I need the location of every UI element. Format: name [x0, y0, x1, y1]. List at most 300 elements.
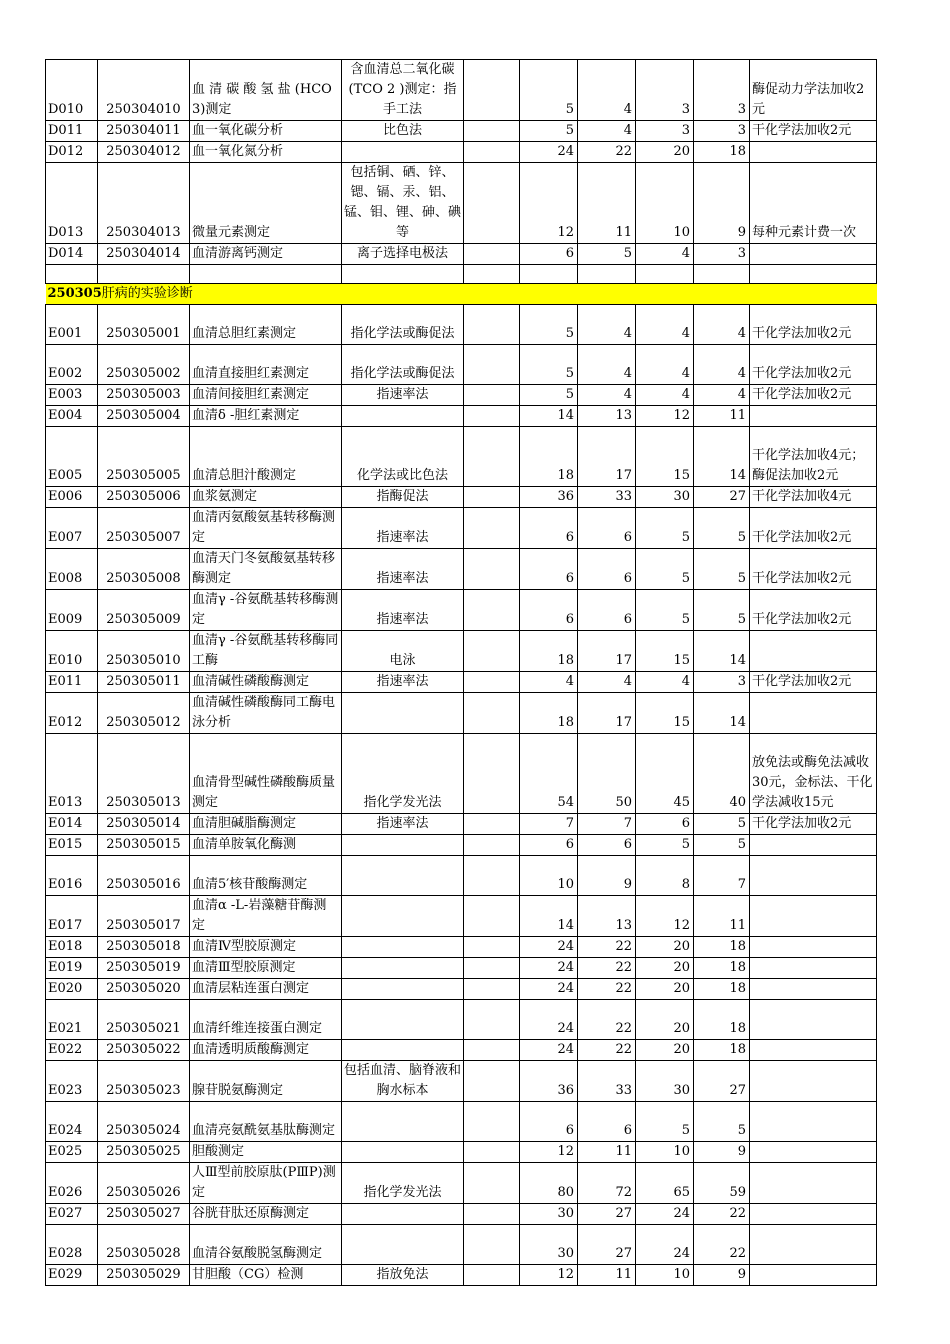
item-note [750, 1000, 877, 1040]
row-id: E001 [46, 305, 98, 345]
item-name: 血清透明质酸酶测定 [190, 1040, 342, 1061]
empty-cell [464, 265, 520, 284]
row-id: E012 [46, 693, 98, 734]
price-tier-3: 4 [636, 385, 694, 406]
item-code: 250305024 [98, 1102, 190, 1142]
table-row [46, 406, 877, 427]
price-tier-1: 18 [520, 631, 578, 672]
item-name: 血清Ⅲ型胶原测定 [190, 958, 342, 979]
blank-row [46, 265, 877, 284]
item-code: 250305014 [98, 814, 190, 835]
row-id: D012 [46, 142, 98, 163]
row-id: E006 [46, 487, 98, 508]
row-id: E011 [46, 672, 98, 693]
price-tier-4: 18 [694, 1040, 750, 1061]
price-tier-4: 5 [694, 549, 750, 590]
table-row [46, 1102, 877, 1142]
price-tier-1: 6 [520, 1102, 578, 1142]
empty-cell [464, 937, 520, 958]
price-tier-3: 5 [636, 835, 694, 856]
row-id: E010 [46, 631, 98, 672]
price-tier-2: 4 [578, 345, 636, 385]
item-note: 干化学法加收2元 [750, 508, 877, 549]
price-tier-1: 80 [520, 1163, 578, 1204]
item-name: 谷胱苷肽还原酶测定 [190, 1204, 342, 1225]
price-tier-2: 6 [578, 590, 636, 631]
table-row [46, 1204, 877, 1225]
empty-cell [464, 1265, 520, 1286]
empty-cell [464, 60, 520, 121]
item-note [750, 1204, 877, 1225]
price-tier-3: 4 [636, 244, 694, 265]
price-tier-1: 6 [520, 835, 578, 856]
item-code: 250305018 [98, 937, 190, 958]
price-tier-2: 22 [578, 937, 636, 958]
item-code: 250305028 [98, 1225, 190, 1265]
item-note [750, 856, 877, 896]
table-row [46, 631, 877, 672]
price-tier-2: 17 [578, 427, 636, 487]
row-id: E015 [46, 835, 98, 856]
row-id: E028 [46, 1225, 98, 1265]
table-row [46, 672, 877, 693]
item-name: 血清间接胆红素测定 [190, 385, 342, 406]
item-code: 250305009 [98, 590, 190, 631]
item-name: 血清游离钙测定 [190, 244, 342, 265]
empty-cell [578, 265, 636, 284]
price-tier-2: 27 [578, 1204, 636, 1225]
price-tier-1: 4 [520, 672, 578, 693]
empty-cell [694, 265, 750, 284]
row-id: E021 [46, 1000, 98, 1040]
item-method: 含血清总二氧化碳(TCO 2 )测定：指手工法 [342, 60, 464, 121]
price-tier-3: 5 [636, 508, 694, 549]
item-method: 指化学发光法 [342, 734, 464, 814]
item-code: 250305005 [98, 427, 190, 487]
item-code: 250305021 [98, 1000, 190, 1040]
empty-cell [464, 142, 520, 163]
item-code: 250304014 [98, 244, 190, 265]
item-note: 干化学法加收2元 [750, 672, 877, 693]
table-row [46, 427, 877, 487]
price-tier-3: 10 [636, 163, 694, 244]
empty-cell [464, 163, 520, 244]
empty-cell [464, 385, 520, 406]
price-tier-2: 13 [578, 406, 636, 427]
row-id: E019 [46, 958, 98, 979]
price-tier-1: 6 [520, 244, 578, 265]
row-id: E003 [46, 385, 98, 406]
empty-cell [464, 856, 520, 896]
item-code: 250304013 [98, 163, 190, 244]
row-id: D014 [46, 244, 98, 265]
item-code: 250305002 [98, 345, 190, 385]
item-name: 血清碱性磷酸酶同工酶电泳分析 [190, 693, 342, 734]
item-name: 血一氧化碳分析 [190, 121, 342, 142]
price-tier-2: 22 [578, 958, 636, 979]
item-code: 250305010 [98, 631, 190, 672]
price-tier-3: 30 [636, 1061, 694, 1102]
price-tier-4: 18 [694, 1000, 750, 1040]
table-row [46, 60, 877, 121]
price-tier-2: 6 [578, 549, 636, 590]
price-tier-3: 4 [636, 305, 694, 345]
price-tier-1: 18 [520, 693, 578, 734]
empty-cell [46, 265, 98, 284]
table-row [46, 1142, 877, 1163]
table-row [46, 958, 877, 979]
price-tier-4: 22 [694, 1225, 750, 1265]
price-tier-4: 3 [694, 60, 750, 121]
table-row [46, 508, 877, 549]
item-name: 血清层粘连蛋白测定 [190, 979, 342, 1000]
table-row [46, 937, 877, 958]
item-note: 每种元素计费一次 [750, 163, 877, 244]
section-header [46, 284, 877, 305]
item-code: 250305006 [98, 487, 190, 508]
item-method [342, 1000, 464, 1040]
empty-cell [464, 814, 520, 835]
item-code: 250305004 [98, 406, 190, 427]
price-tier-4: 9 [694, 1142, 750, 1163]
row-id: E004 [46, 406, 98, 427]
row-id: E018 [46, 937, 98, 958]
row-id: E016 [46, 856, 98, 896]
price-tier-3: 30 [636, 487, 694, 508]
item-method [342, 896, 464, 937]
price-tier-1: 14 [520, 896, 578, 937]
price-tier-2: 5 [578, 244, 636, 265]
item-name: 血清5′核苷酸酶测定 [190, 856, 342, 896]
price-tier-4: 9 [694, 1265, 750, 1286]
price-tier-4: 18 [694, 979, 750, 1000]
item-note [750, 958, 877, 979]
price-tier-4: 18 [694, 937, 750, 958]
price-tier-4: 18 [694, 958, 750, 979]
row-id: E005 [46, 427, 98, 487]
item-name: 血清纤维连接蛋白测定 [190, 1000, 342, 1040]
item-name: 血清单胺氧化酶测 [190, 835, 342, 856]
item-name: 血清碱性磷酸酶测定 [190, 672, 342, 693]
price-tier-1: 24 [520, 1040, 578, 1061]
price-tier-2: 72 [578, 1163, 636, 1204]
empty-cell [464, 1102, 520, 1142]
table-row [46, 1265, 877, 1286]
empty-cell [464, 1061, 520, 1102]
price-tier-4: 3 [694, 672, 750, 693]
empty-cell [464, 345, 520, 385]
table-row [46, 385, 877, 406]
row-id: D010 [46, 60, 98, 121]
price-tier-3: 6 [636, 814, 694, 835]
price-tier-2: 17 [578, 693, 636, 734]
item-name: 血 清 碳 酸 氢 盐 (HCO3)测定 [190, 60, 342, 121]
item-note: 干化学法加收4元 [750, 487, 877, 508]
price-table [45, 59, 877, 1286]
item-name: 血清δ -胆红素测定 [190, 406, 342, 427]
section-label: 肝病的实验诊断 [101, 286, 193, 301]
item-note: 放免法或酶免法减收30元，金标法、干化学法减收15元 [750, 734, 877, 814]
item-note: 干化学法加收2元 [750, 385, 877, 406]
empty-cell [464, 1163, 520, 1204]
table-row [46, 693, 877, 734]
item-name: 血清γ -谷氨酰基转移酶同工酶 [190, 631, 342, 672]
price-tier-1: 6 [520, 590, 578, 631]
empty-cell [464, 549, 520, 590]
empty-cell [464, 427, 520, 487]
empty-cell [464, 121, 520, 142]
empty-cell [464, 508, 520, 549]
price-tier-1: 10 [520, 856, 578, 896]
empty-cell [520, 265, 578, 284]
empty-cell [464, 693, 520, 734]
item-note [750, 142, 877, 163]
item-code: 250305026 [98, 1163, 190, 1204]
price-tier-1: 24 [520, 1000, 578, 1040]
table-row [46, 896, 877, 937]
section-title [46, 284, 877, 305]
price-tier-2: 6 [578, 1102, 636, 1142]
item-code: 250305012 [98, 693, 190, 734]
price-tier-3: 4 [636, 672, 694, 693]
price-tier-3: 20 [636, 1040, 694, 1061]
item-method [342, 835, 464, 856]
price-tier-3: 12 [636, 896, 694, 937]
price-tier-4: 3 [694, 121, 750, 142]
price-tier-4: 27 [694, 1061, 750, 1102]
item-code: 250305016 [98, 856, 190, 896]
price-tier-1: 5 [520, 121, 578, 142]
empty-cell [464, 305, 520, 345]
price-tier-3: 45 [636, 734, 694, 814]
item-name: 血清丙氨酸氨基转移酶测定 [190, 508, 342, 549]
row-id: E002 [46, 345, 98, 385]
item-note: 干化学法加收2元 [750, 590, 877, 631]
price-tier-4: 27 [694, 487, 750, 508]
price-tier-3: 8 [636, 856, 694, 896]
row-id: E027 [46, 1204, 98, 1225]
item-note [750, 631, 877, 672]
item-name: 血清总胆汁酸测定 [190, 427, 342, 487]
price-tier-3: 15 [636, 631, 694, 672]
item-method: 指速率法 [342, 549, 464, 590]
price-tier-2: 11 [578, 163, 636, 244]
item-note: 干化学法加收2元 [750, 814, 877, 835]
item-name: 血清谷氨酸脱氢酶测定 [190, 1225, 342, 1265]
item-note [750, 1163, 877, 1204]
item-name: 血清γ -谷氨酰基转移酶测定 [190, 590, 342, 631]
item-name: 甘胆酸（CG）检测 [190, 1265, 342, 1286]
item-note [750, 1040, 877, 1061]
table-row [46, 345, 877, 385]
price-tier-3: 3 [636, 60, 694, 121]
price-tier-3: 15 [636, 427, 694, 487]
row-id: D013 [46, 163, 98, 244]
price-tier-4: 4 [694, 385, 750, 406]
item-note: 干化学法加收2元 [750, 305, 877, 345]
price-tier-2: 27 [578, 1225, 636, 1265]
item-code: 250305020 [98, 979, 190, 1000]
price-tier-3: 20 [636, 1000, 694, 1040]
row-id: E007 [46, 508, 98, 549]
price-tier-3: 5 [636, 549, 694, 590]
item-note [750, 896, 877, 937]
item-name: 血清天门冬氨酸氨基转移酶测定 [190, 549, 342, 590]
row-id: E008 [46, 549, 98, 590]
price-tier-1: 24 [520, 979, 578, 1000]
empty-cell [464, 1225, 520, 1265]
empty-cell [464, 487, 520, 508]
item-name: 血清胆碱脂酶测定 [190, 814, 342, 835]
item-note [750, 1225, 877, 1265]
item-method [342, 937, 464, 958]
price-tier-1: 5 [520, 385, 578, 406]
price-tier-1: 12 [520, 1142, 578, 1163]
price-tier-3: 24 [636, 1225, 694, 1265]
price-tier-1: 24 [520, 142, 578, 163]
empty-cell [464, 835, 520, 856]
item-method: 指速率法 [342, 385, 464, 406]
empty-cell [464, 590, 520, 631]
price-tier-1: 12 [520, 1265, 578, 1286]
row-id: E009 [46, 590, 98, 631]
row-id: E017 [46, 896, 98, 937]
item-name: 腺苷脱氨酶测定 [190, 1061, 342, 1102]
price-tier-2: 7 [578, 814, 636, 835]
item-code: 250305023 [98, 1061, 190, 1102]
price-tier-1: 30 [520, 1204, 578, 1225]
price-tier-3: 20 [636, 937, 694, 958]
price-tier-4: 14 [694, 427, 750, 487]
item-note [750, 693, 877, 734]
item-method [342, 1204, 464, 1225]
price-tier-3: 4 [636, 345, 694, 385]
table-row [46, 244, 877, 265]
price-tier-2: 4 [578, 385, 636, 406]
empty-cell [190, 265, 342, 284]
price-tier-1: 24 [520, 937, 578, 958]
price-tier-4: 9 [694, 163, 750, 244]
price-tier-4: 4 [694, 305, 750, 345]
item-method [342, 1102, 464, 1142]
price-tier-2: 4 [578, 60, 636, 121]
price-tier-4: 40 [694, 734, 750, 814]
price-tier-2: 6 [578, 508, 636, 549]
item-note [750, 979, 877, 1000]
item-note: 酶促动力学法加收2元 [750, 60, 877, 121]
price-tier-2: 6 [578, 835, 636, 856]
item-code: 250305027 [98, 1204, 190, 1225]
price-tier-4: 4 [694, 345, 750, 385]
item-method: 指速率法 [342, 814, 464, 835]
item-code: 250305007 [98, 508, 190, 549]
table-row [46, 1163, 877, 1204]
price-tier-1: 7 [520, 814, 578, 835]
price-tier-2: 11 [578, 1265, 636, 1286]
item-method [342, 142, 464, 163]
price-tier-1: 24 [520, 958, 578, 979]
empty-cell [464, 1040, 520, 1061]
table-row [46, 856, 877, 896]
item-code: 250304012 [98, 142, 190, 163]
row-id: E014 [46, 814, 98, 835]
item-method [342, 406, 464, 427]
price-tier-2: 50 [578, 734, 636, 814]
price-tier-3: 24 [636, 1204, 694, 1225]
price-tier-2: 22 [578, 142, 636, 163]
item-code: 250305017 [98, 896, 190, 937]
item-name: 血一氧化氮分析 [190, 142, 342, 163]
price-tier-2: 22 [578, 1000, 636, 1040]
item-note: 干化学法加收2元 [750, 549, 877, 590]
item-name: 微量元素测定 [190, 163, 342, 244]
price-tier-2: 4 [578, 121, 636, 142]
item-method: 指放免法 [342, 1265, 464, 1286]
item-note [750, 1102, 877, 1142]
price-tier-2: 33 [578, 487, 636, 508]
price-tier-4: 5 [694, 814, 750, 835]
price-tier-1: 54 [520, 734, 578, 814]
price-tier-2: 4 [578, 305, 636, 345]
item-method: 指化学法或酶促法 [342, 305, 464, 345]
item-name: 血浆氨测定 [190, 487, 342, 508]
table-row [46, 1000, 877, 1040]
table-row [46, 1225, 877, 1265]
row-id: D011 [46, 121, 98, 142]
price-tier-2: 9 [578, 856, 636, 896]
price-tier-1: 12 [520, 163, 578, 244]
item-note: 干化学法加收2元 [750, 345, 877, 385]
item-note [750, 406, 877, 427]
price-tier-1: 5 [520, 60, 578, 121]
item-method [342, 856, 464, 896]
table-row [46, 121, 877, 142]
item-method: 指酶促法 [342, 487, 464, 508]
price-tier-1: 14 [520, 406, 578, 427]
item-code: 250305008 [98, 549, 190, 590]
price-tier-1: 5 [520, 305, 578, 345]
price-tier-1: 36 [520, 487, 578, 508]
price-tier-4: 5 [694, 835, 750, 856]
item-note: 干化学法加收2元 [750, 121, 877, 142]
empty-cell [636, 265, 694, 284]
item-method: 指速率法 [342, 672, 464, 693]
empty-cell [464, 244, 520, 265]
price-tier-3: 10 [636, 1142, 694, 1163]
table-row [46, 734, 877, 814]
price-tier-4: 5 [694, 590, 750, 631]
empty-cell [464, 406, 520, 427]
item-name: 血清直接胆红素测定 [190, 345, 342, 385]
item-method: 指化学法或酶促法 [342, 345, 464, 385]
price-tier-3: 10 [636, 1265, 694, 1286]
row-id: E013 [46, 734, 98, 814]
item-note [750, 1142, 877, 1163]
empty-cell [464, 672, 520, 693]
item-code: 250305015 [98, 835, 190, 856]
item-note [750, 1061, 877, 1102]
item-note [750, 835, 877, 856]
price-tier-4: 5 [694, 508, 750, 549]
price-tier-3: 20 [636, 958, 694, 979]
item-method [342, 1040, 464, 1061]
price-tier-2: 22 [578, 979, 636, 1000]
price-tier-4: 59 [694, 1163, 750, 1204]
price-tier-4: 11 [694, 896, 750, 937]
item-code: 250305011 [98, 672, 190, 693]
item-code: 250304011 [98, 121, 190, 142]
price-tier-1: 18 [520, 427, 578, 487]
